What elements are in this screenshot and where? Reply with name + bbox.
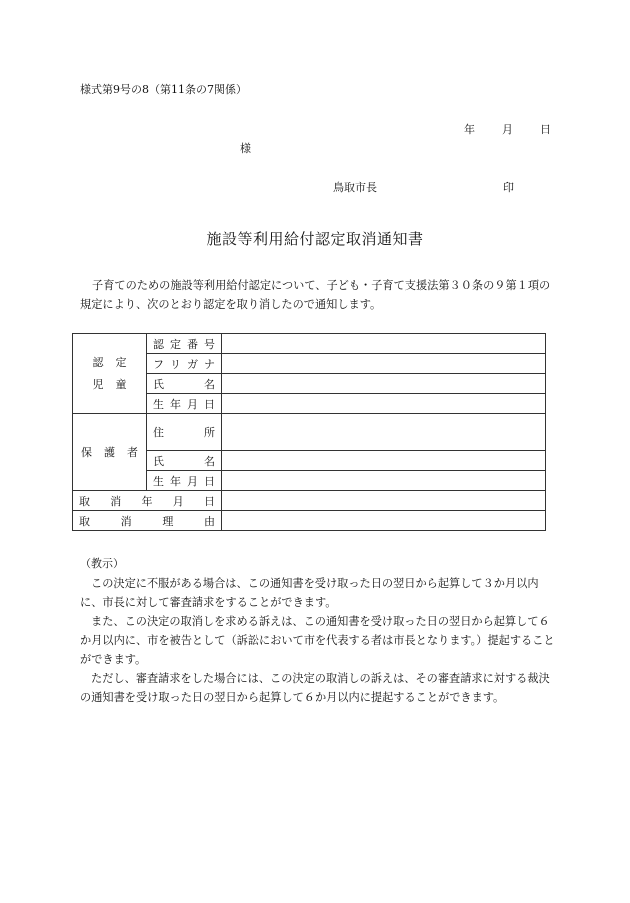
date-year: 年 xyxy=(464,123,475,136)
label-char: 住 xyxy=(153,426,164,439)
label-char: 年 xyxy=(170,474,181,488)
document-title: 施設等利用給付認定取消通知書 xyxy=(206,230,424,248)
date-month: 月 xyxy=(502,123,513,136)
child-birthdate-field[interactable] xyxy=(222,394,546,414)
label-char: 号 xyxy=(204,337,215,351)
label-char: 生 xyxy=(153,474,164,488)
guardian-group-label xyxy=(73,414,147,491)
label-char: 者 xyxy=(127,446,138,459)
label-char: ガ xyxy=(187,357,198,371)
child-group-line1: 認定 xyxy=(92,355,139,369)
label-char: 月 xyxy=(187,474,198,488)
child-birthdate-label xyxy=(147,394,222,414)
form-number: 様式第9号の8（第11条の7関係） xyxy=(80,83,247,96)
addressee-suffix: 様 xyxy=(240,142,251,155)
child-group-line2: 児童 xyxy=(92,377,139,391)
guardian-birthdate-field[interactable] xyxy=(222,471,546,491)
label-char: ナ xyxy=(204,357,215,371)
label-char: 名 xyxy=(204,377,215,391)
guardian-name-field[interactable] xyxy=(222,451,546,471)
notice-paragraph-1: この決定に不服がある場合は、この通知書を受け取った日の翌日から起算して３か月以内に、市長に対して審査請求をすることができます。 xyxy=(80,577,539,609)
notice-heading: （教示） xyxy=(80,557,124,570)
label-char: 氏 xyxy=(153,377,164,391)
label-char: 月 xyxy=(172,494,184,508)
label-char: 消 xyxy=(110,494,122,508)
label-char: 番 xyxy=(187,337,198,351)
furigana-label xyxy=(147,354,222,374)
child-group-label xyxy=(73,334,147,414)
label-char: 消 xyxy=(120,514,132,528)
furigana-field[interactable] xyxy=(222,354,546,374)
label-char: リ xyxy=(170,357,181,371)
notice-paragraph-2: また、この決定の取消しを求める訴えは、この通知書を受け取った日の翌日から起算して６か月以内に、市を被告として（訴訟において市を代表する者は市長となります。）提起することができます。 xyxy=(80,615,555,666)
intro-paragraph: 子育てのための施設等利用給付認定について、子ども・子育て支援法第３０条の９第１項の規定により、次のとおり認定を取り消したので通知します。 xyxy=(80,279,551,311)
cancel-reason-field[interactable] xyxy=(222,511,546,531)
label-char: 定 xyxy=(170,337,181,351)
label-char: 氏 xyxy=(153,454,164,468)
label-char: 年 xyxy=(141,494,153,508)
label-char: 取 xyxy=(79,514,90,528)
label-char: 名 xyxy=(204,454,215,468)
label-char: 生 xyxy=(153,397,164,411)
child-name-field[interactable] xyxy=(222,374,546,394)
notice-body xyxy=(80,574,556,707)
label-char: 認 xyxy=(153,337,164,351)
label-char: 年 xyxy=(170,397,181,411)
cancel-reason-label xyxy=(73,511,222,531)
seal-mark: 印 xyxy=(503,181,514,194)
label-char: 日 xyxy=(204,494,215,508)
guardian-name-label xyxy=(147,451,222,471)
cert-no-label xyxy=(147,334,222,354)
guardian-birthdate-label xyxy=(147,471,222,491)
label-char: 護 xyxy=(104,446,115,459)
date-line xyxy=(464,121,551,137)
guardian-address-field[interactable] xyxy=(222,414,546,451)
label-char: 取 xyxy=(79,494,90,508)
child-name-label xyxy=(147,374,222,394)
label-char: 理 xyxy=(162,514,174,528)
label-char: 月 xyxy=(187,397,198,411)
cancel-date-field[interactable] xyxy=(222,491,546,511)
certification-table xyxy=(72,333,546,531)
label-char: 所 xyxy=(204,426,215,439)
label-char: 由 xyxy=(203,514,215,528)
guardian-address-label xyxy=(147,414,222,451)
label-char: 日 xyxy=(204,397,215,411)
date-day: 日 xyxy=(540,123,551,136)
cert-no-field[interactable] xyxy=(222,334,546,354)
label-char: 日 xyxy=(204,474,215,488)
issuer: 鳥取市長 xyxy=(333,181,377,194)
label-char: フ xyxy=(153,357,164,371)
label-char: 保 xyxy=(81,446,92,459)
notice-paragraph-3: ただし、審査請求をした場合には、この決定の取消しの訴えは、その審査請求に対する裁決の通知書を受け取った日の翌日から起算して６か月以内に提起することができます。 xyxy=(80,672,550,704)
cancel-date-label xyxy=(73,491,222,511)
